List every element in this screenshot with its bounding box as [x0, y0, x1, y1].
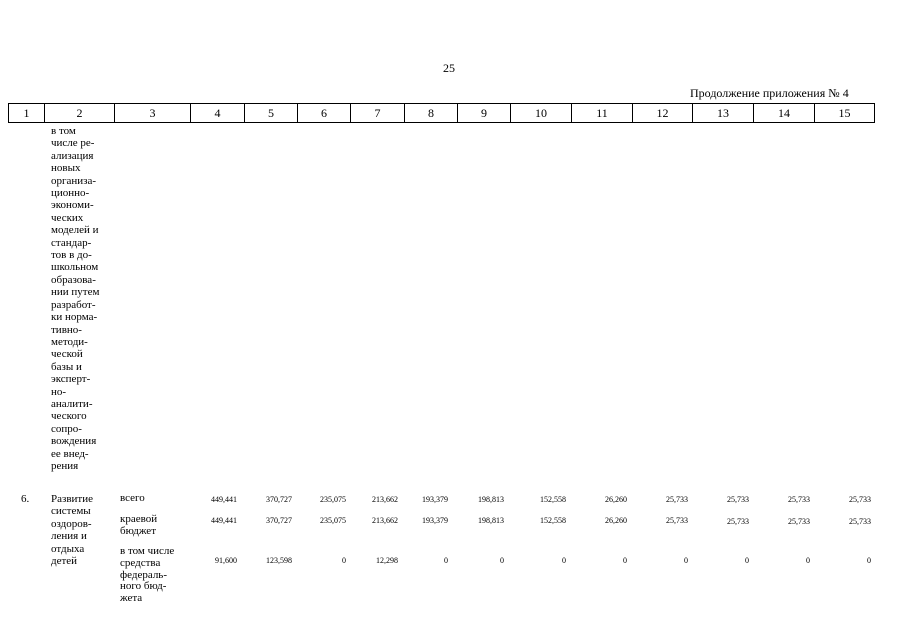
prev-row-text-line: ческого — [51, 410, 87, 423]
value-cell-col-11: 26,260 — [605, 516, 627, 525]
value-cell-col-5: 123,598 — [266, 556, 292, 565]
value-cell-col-15: 0 — [867, 556, 871, 565]
row-name-line: отдыха — [51, 542, 85, 555]
prev-row-text-line: рения — [51, 459, 79, 472]
sub-row-label — [120, 546, 190, 605]
row-name-line: оздоров- — [51, 517, 92, 530]
prev-row-text-line: ческих — [51, 211, 84, 224]
column-header-row — [8, 103, 875, 123]
prev-row-text-line: экономи- — [51, 199, 94, 212]
row-name-line: ления и — [51, 530, 87, 543]
col-header-9: 9 — [458, 104, 511, 123]
value-cell-col-9: 198,813 — [478, 495, 504, 504]
prev-row-text-line: моделей и — [51, 224, 99, 237]
value-cell-col-10: 0 — [562, 556, 566, 565]
col-header-6: 6 — [298, 104, 351, 123]
value-cell-col-11: 26,260 — [605, 495, 627, 504]
prev-row-description — [51, 125, 117, 472]
value-cell-col-5: 370,727 — [266, 516, 292, 525]
value-cell-col-11: 0 — [623, 556, 627, 565]
prev-row-text-line: стандар- — [51, 236, 92, 249]
sub-row-label — [120, 514, 190, 538]
row-name-line: Развитие — [51, 493, 94, 505]
value-cell-col-8: 0 — [444, 556, 448, 565]
prev-row-text-line: ее внед- — [51, 447, 89, 460]
col-header-5: 5 — [245, 104, 298, 123]
prev-row-text-line: новых — [51, 162, 81, 175]
prev-row-text-line: нии путем — [51, 286, 100, 299]
sub-row-label-line: средства — [120, 556, 161, 569]
value-cell-col-10: 152,558 — [540, 516, 566, 525]
value-cell-col-5: 370,727 — [266, 495, 292, 504]
col-header-10: 10 — [511, 104, 572, 123]
value-cell-col-12: 0 — [684, 556, 688, 565]
prev-row-text-line: тов в до- — [51, 249, 92, 262]
col-header-3: 3 — [115, 104, 191, 123]
row-number: 6. — [21, 493, 30, 505]
sub-row-label-line: бюджет — [120, 524, 156, 537]
sub-row-label-line: в том числе — [120, 545, 175, 557]
value-cell-col-6: 235,075 — [320, 516, 346, 525]
value-cell-col-13: 25,733 — [727, 517, 749, 526]
value-cell-col-7: 213,662 — [372, 495, 398, 504]
value-cell-col-14: 0 — [806, 556, 810, 565]
prev-row-text-line: но- — [51, 385, 67, 398]
value-cell-col-7: 213,662 — [372, 516, 398, 525]
col-header-12: 12 — [633, 104, 693, 123]
col-header-11: 11 — [572, 104, 633, 123]
prev-row-text-line: числе ре- — [51, 137, 95, 150]
value-cell-col-9: 0 — [500, 556, 504, 565]
prev-row-text-line: разработ- — [51, 298, 96, 311]
prev-row-text-line: в том — [51, 125, 76, 137]
page-number: 25 — [443, 61, 455, 75]
value-cell-col-14: 25,733 — [788, 495, 810, 504]
prev-row-text-line: базы и — [51, 360, 82, 373]
sub-row-label-line: всего — [120, 492, 145, 504]
value-cell-col-13: 25,733 — [727, 495, 749, 504]
row-name-line: системы — [51, 505, 91, 518]
value-cell-col-4: 91,600 — [215, 556, 237, 565]
sub-row-label-line: жета — [120, 592, 143, 605]
value-cell-col-13: 0 — [745, 556, 749, 565]
value-cell-col-9: 198,813 — [478, 516, 504, 525]
prev-row-text-line: ционно- — [51, 187, 90, 200]
value-cell-col-10: 152,558 — [540, 495, 566, 504]
value-cell-col-15: 25,733 — [849, 495, 871, 504]
prev-row-text-line: эксперт- — [51, 373, 91, 386]
col-header-2: 2 — [45, 104, 115, 123]
value-cell-col-4: 449,441 — [211, 516, 237, 525]
continuation-title: Продолжение приложения № 4 — [690, 86, 849, 100]
sub-row-label — [120, 493, 190, 505]
col-header-13: 13 — [693, 104, 754, 123]
col-header-7: 7 — [351, 104, 405, 123]
prev-row-text-line: методи- — [51, 335, 88, 348]
row-name-line: детей — [51, 555, 78, 568]
prev-row-text-line: ки норма- — [51, 311, 98, 324]
value-cell-col-12: 25,733 — [666, 516, 688, 525]
prev-row-text-line: организа- — [51, 174, 97, 187]
prev-row-text-line: образова- — [51, 273, 96, 286]
value-cell-col-8: 193,379 — [422, 495, 448, 504]
prev-row-text-line: вождения — [51, 435, 97, 448]
col-header-1: 1 — [9, 104, 45, 123]
value-cell-col-7: 12,298 — [376, 556, 398, 565]
sub-row-label-line: краевой — [120, 513, 158, 525]
value-cell-col-6: 235,075 — [320, 495, 346, 504]
sub-row-label-line: ного бюд- — [120, 580, 167, 593]
value-cell-col-15: 25,733 — [849, 517, 871, 526]
col-header-15: 15 — [815, 104, 875, 123]
col-header-8: 8 — [405, 104, 458, 123]
value-cell-col-4: 449,441 — [211, 495, 237, 504]
prev-row-text-line: ализация — [51, 149, 94, 162]
prev-row-text-line: сопро- — [51, 422, 82, 435]
prev-row-text-line: школьном — [51, 261, 99, 274]
value-cell-col-6: 0 — [342, 556, 346, 565]
prev-row-text-line: тивно- — [51, 323, 82, 336]
value-cell-col-8: 193,379 — [422, 516, 448, 525]
sub-row-label-line: федераль- — [120, 568, 167, 581]
prev-row-text-line: аналити- — [51, 397, 93, 410]
row-name — [51, 493, 117, 567]
col-header-4: 4 — [191, 104, 245, 123]
prev-row-text-line: ческой — [51, 348, 83, 361]
col-header-14: 14 — [754, 104, 815, 123]
value-cell-col-12: 25,733 — [666, 495, 688, 504]
value-cell-col-14: 25,733 — [788, 517, 810, 526]
